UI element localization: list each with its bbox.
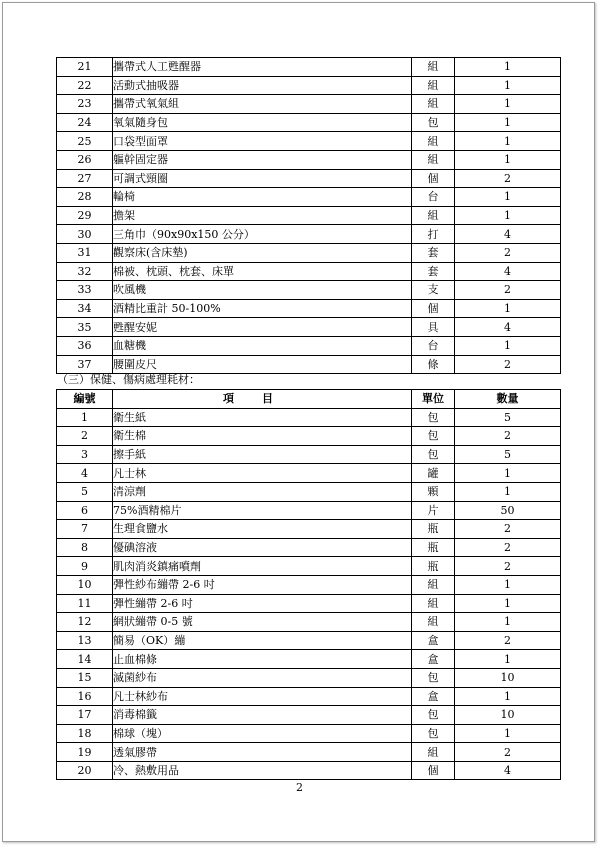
row-item-name: 肌肉消炎鎮痛噴劑 [113, 557, 412, 576]
table-row [57, 668, 561, 687]
table-row [57, 150, 561, 169]
row-quantity: 1 [455, 594, 561, 613]
row-quantity: 1 [455, 299, 561, 318]
row-item-name: 擔架 [113, 206, 412, 225]
row-unit: 顆 [412, 482, 455, 501]
row-item-name: 優碘溶液 [113, 538, 412, 557]
header-quantity: 數量 [455, 390, 561, 409]
row-quantity: 2 [455, 427, 561, 446]
row-unit: 支 [412, 281, 455, 300]
row-item-name: 75%酒精棉片 [113, 501, 412, 520]
row-item-name: 酒精比重計 50-100% [113, 299, 412, 318]
row-number: 5 [57, 482, 113, 501]
row-item-name: 消毒棉籤 [113, 706, 412, 725]
row-unit: 片 [412, 501, 455, 520]
row-unit: 套 [412, 262, 455, 281]
row-item-name: 軀幹固定器 [113, 150, 412, 169]
row-number: 12 [57, 613, 113, 632]
row-unit: 包 [412, 668, 455, 687]
row-number: 8 [57, 538, 113, 557]
header-unit: 單位 [412, 390, 455, 409]
table-row [57, 706, 561, 725]
table-row [57, 520, 561, 539]
row-number: 35 [57, 318, 113, 337]
row-unit: 瓶 [412, 538, 455, 557]
row-quantity: 2 [455, 520, 561, 539]
row-item-name: 活動式抽吸器 [113, 76, 412, 95]
row-unit: 包 [412, 408, 455, 427]
row-number: 4 [57, 464, 113, 483]
row-item-name: 棉被、枕頭、枕套、床單 [113, 262, 412, 281]
table-row [57, 95, 561, 114]
table-header-row [57, 390, 561, 409]
table-row [57, 76, 561, 95]
row-item-name: 網狀繃帶 0-5 號 [113, 613, 412, 632]
row-unit: 具 [412, 318, 455, 337]
page-number: 2 [296, 781, 303, 794]
row-item-name: 血糖機 [113, 336, 412, 355]
row-quantity: 1 [455, 336, 561, 355]
row-quantity: 2 [455, 355, 561, 374]
table-row [57, 318, 561, 337]
table-row [57, 538, 561, 557]
row-quantity: 1 [455, 464, 561, 483]
row-item-name: 輪椅 [113, 188, 412, 207]
row-quantity: 1 [455, 650, 561, 669]
row-unit: 盒 [412, 650, 455, 669]
row-quantity: 2 [455, 169, 561, 188]
row-quantity: 4 [455, 262, 561, 281]
row-quantity: 2 [455, 743, 561, 762]
table-row [57, 445, 561, 464]
row-number: 6 [57, 501, 113, 520]
row-unit: 組 [412, 132, 455, 151]
row-quantity: 2 [455, 631, 561, 650]
row-item-name: 攜帶式氧氣組 [113, 95, 412, 114]
equipment-table [56, 57, 561, 374]
row-item-name: 衛生紙 [113, 408, 412, 427]
row-number: 25 [57, 132, 113, 151]
row-number: 7 [57, 520, 113, 539]
row-quantity: 4 [455, 318, 561, 337]
row-quantity: 1 [455, 188, 561, 207]
row-item-name: 腰圍皮尺 [113, 355, 412, 374]
row-item-name: 甦醒安妮 [113, 318, 412, 337]
table-row [57, 575, 561, 594]
row-item-name: 擦手紙 [113, 445, 412, 464]
row-number: 37 [57, 355, 113, 374]
row-unit: 組 [412, 575, 455, 594]
table-row [57, 408, 561, 427]
row-unit: 瓶 [412, 557, 455, 576]
row-quantity: 2 [455, 243, 561, 262]
row-unit: 罐 [412, 464, 455, 483]
row-quantity: 2 [455, 281, 561, 300]
row-item-name: 可調式頸圈 [113, 169, 412, 188]
row-quantity: 4 [455, 761, 561, 780]
row-item-name: 棉球（塊） [113, 724, 412, 743]
row-unit: 包 [412, 724, 455, 743]
row-item-name: 口袋型面罩 [113, 132, 412, 151]
table-row [57, 724, 561, 743]
row-quantity: 5 [455, 408, 561, 427]
table-row [57, 464, 561, 483]
row-unit: 盒 [412, 687, 455, 706]
row-number: 3 [57, 445, 113, 464]
row-number: 20 [57, 761, 113, 780]
row-quantity: 1 [455, 58, 561, 77]
table-row [57, 299, 561, 318]
table-row [57, 482, 561, 501]
row-unit: 台 [412, 188, 455, 207]
table-row [57, 243, 561, 262]
table-row [57, 761, 561, 780]
row-quantity: 1 [455, 613, 561, 632]
row-unit: 個 [412, 299, 455, 318]
table-row [57, 557, 561, 576]
row-quantity: 1 [455, 132, 561, 151]
row-unit: 套 [412, 243, 455, 262]
row-number: 28 [57, 188, 113, 207]
table-row [57, 281, 561, 300]
row-quantity: 4 [455, 225, 561, 244]
table-row [57, 225, 561, 244]
row-number: 34 [57, 299, 113, 318]
section-heading: （三）保健、傷病處理耗材： [57, 373, 200, 386]
row-number: 21 [57, 58, 113, 77]
table-row [57, 743, 561, 762]
row-number: 19 [57, 743, 113, 762]
row-unit: 包 [412, 427, 455, 446]
row-item-name: 凡士林紗布 [113, 687, 412, 706]
row-number: 16 [57, 687, 113, 706]
row-item-name: 氧氣隨身包 [113, 113, 412, 132]
row-number: 27 [57, 169, 113, 188]
row-quantity: 10 [455, 706, 561, 725]
row-unit: 組 [412, 206, 455, 225]
table-row [57, 262, 561, 281]
row-quantity: 1 [455, 575, 561, 594]
row-quantity: 50 [455, 501, 561, 520]
table-row [57, 427, 561, 446]
row-number: 36 [57, 336, 113, 355]
row-quantity: 1 [455, 687, 561, 706]
row-unit: 包 [412, 445, 455, 464]
consumables-table-body [57, 408, 561, 780]
row-number: 31 [57, 243, 113, 262]
row-unit: 組 [412, 95, 455, 114]
row-quantity: 1 [455, 724, 561, 743]
row-unit: 條 [412, 355, 455, 374]
row-number: 10 [57, 575, 113, 594]
row-number: 9 [57, 557, 113, 576]
consumables-table [56, 389, 561, 780]
row-quantity: 1 [455, 482, 561, 501]
table-row [57, 169, 561, 188]
row-item-name: 衛生棉 [113, 427, 412, 446]
table-row [57, 132, 561, 151]
row-number: 14 [57, 650, 113, 669]
table-row [57, 355, 561, 374]
row-unit: 瓶 [412, 520, 455, 539]
header-item: 項目 [113, 390, 412, 409]
row-item-name: 冷、熱敷用品 [113, 761, 412, 780]
row-item-name: 生理食鹽水 [113, 520, 412, 539]
row-unit: 組 [412, 58, 455, 77]
row-item-name: 凡士林 [113, 464, 412, 483]
row-number: 17 [57, 706, 113, 725]
row-quantity: 1 [455, 95, 561, 114]
row-unit: 包 [412, 113, 455, 132]
row-unit: 個 [412, 169, 455, 188]
row-number: 33 [57, 281, 113, 300]
row-quantity: 1 [455, 150, 561, 169]
table-row [57, 687, 561, 706]
table-row [57, 501, 561, 520]
row-unit: 個 [412, 761, 455, 780]
table-row [57, 594, 561, 613]
header-number: 編號 [57, 390, 113, 409]
row-number: 30 [57, 225, 113, 244]
table-row [57, 58, 561, 77]
table-row [57, 613, 561, 632]
row-unit: 組 [412, 743, 455, 762]
row-number: 11 [57, 594, 113, 613]
row-number: 15 [57, 668, 113, 687]
row-number: 24 [57, 113, 113, 132]
row-item-name: 吹風機 [113, 281, 412, 300]
row-number: 18 [57, 724, 113, 743]
row-quantity: 5 [455, 445, 561, 464]
table-row [57, 650, 561, 669]
row-item-name: 透氣膠帶 [113, 743, 412, 762]
table-row [57, 631, 561, 650]
row-unit: 盒 [412, 631, 455, 650]
row-unit: 組 [412, 150, 455, 169]
row-item-name: 攜帶式人工甦醒器 [113, 58, 412, 77]
row-item-name: 三角巾（90x90x150 公分） [113, 225, 412, 244]
row-quantity: 1 [455, 76, 561, 95]
table-row [57, 336, 561, 355]
row-quantity: 1 [455, 206, 561, 225]
row-quantity: 2 [455, 538, 561, 557]
row-quantity: 10 [455, 668, 561, 687]
row-item-name: 清涼劑 [113, 482, 412, 501]
row-number: 26 [57, 150, 113, 169]
table-row [57, 113, 561, 132]
row-item-name: 彈性紗布繃帶 2-6 吋 [113, 575, 412, 594]
row-item-name: 觀察床(含床墊) [113, 243, 412, 262]
row-unit: 包 [412, 706, 455, 725]
row-number: 2 [57, 427, 113, 446]
row-quantity: 1 [455, 113, 561, 132]
row-quantity: 2 [455, 557, 561, 576]
row-number: 29 [57, 206, 113, 225]
row-item-name: 彈性繃帶 2-6 吋 [113, 594, 412, 613]
row-unit: 打 [412, 225, 455, 244]
table-row [57, 188, 561, 207]
row-number: 13 [57, 631, 113, 650]
row-unit: 組 [412, 613, 455, 632]
row-item-name: 簡易（OK）繃 [113, 631, 412, 650]
row-unit: 組 [412, 594, 455, 613]
equipment-table-body [57, 58, 561, 374]
row-item-name: 滅菌紗布 [113, 668, 412, 687]
row-number: 23 [57, 95, 113, 114]
row-number: 32 [57, 262, 113, 281]
row-unit: 組 [412, 76, 455, 95]
row-number: 1 [57, 408, 113, 427]
row-unit: 台 [412, 336, 455, 355]
table-row [57, 206, 561, 225]
row-item-name: 止血棉條 [113, 650, 412, 669]
row-number: 22 [57, 76, 113, 95]
